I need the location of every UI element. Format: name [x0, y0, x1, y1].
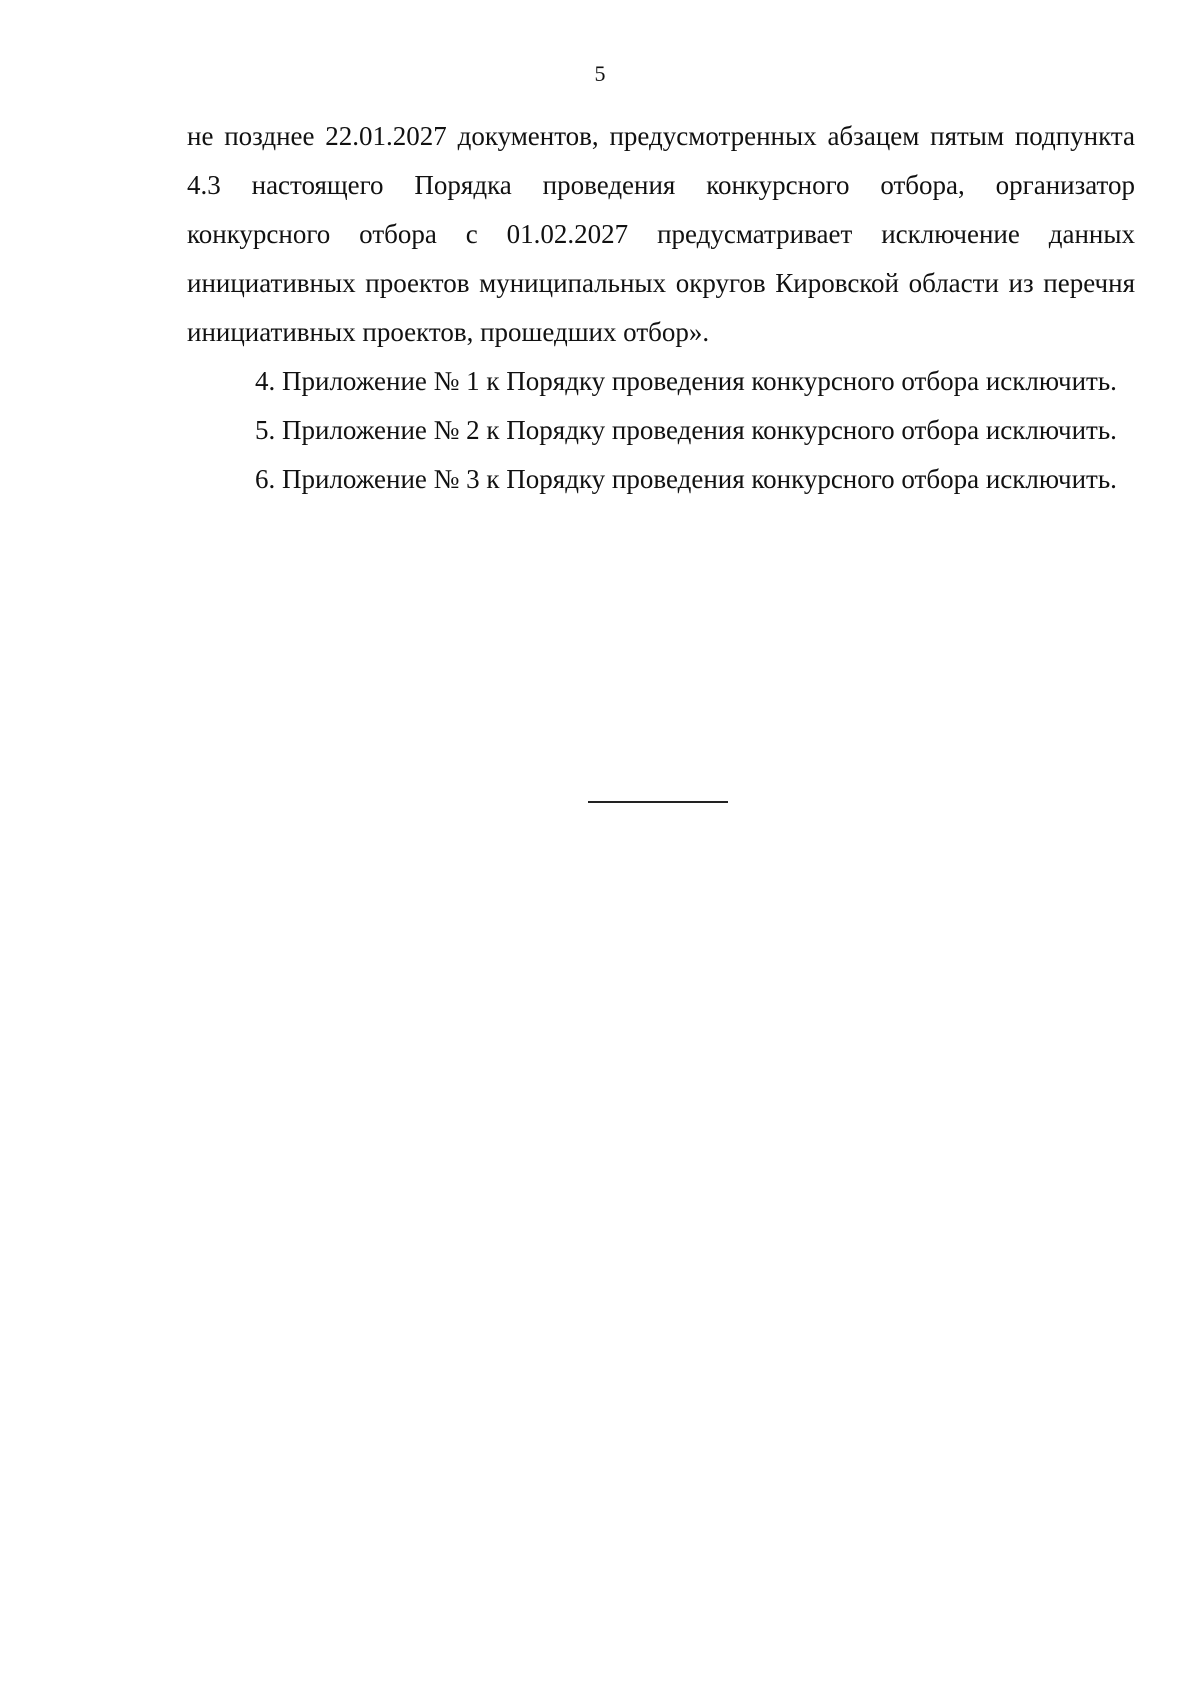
end-of-document-divider — [588, 801, 728, 803]
page-number: 5 — [594, 61, 606, 86]
paragraph-continuation: не позднее 22.01.2027 документов, предусмотренных абзацем пятым подпункта 4.3 настоящего Порядка проведения конкурсного отбора, организатор конкурсного отбора с 01.02.2027 предусматривает исключение данных инициативных проектов муниципальных округов Кировской области из перечня инициативных проектов, прошедших отбор». — [187, 121, 1135, 347]
document-body — [187, 112, 1135, 504]
paragraph-item-4: 4. Приложение № 1 к Порядку проведения конкурсного отбора исключить. — [255, 366, 1117, 396]
paragraph-item-6: 6. Приложение № 3 к Порядку проведения конкурсного отбора исключить. — [255, 464, 1117, 494]
paragraph-item-5: 5. Приложение № 2 к Порядку проведения конкурсного отбора исключить. — [255, 415, 1117, 445]
